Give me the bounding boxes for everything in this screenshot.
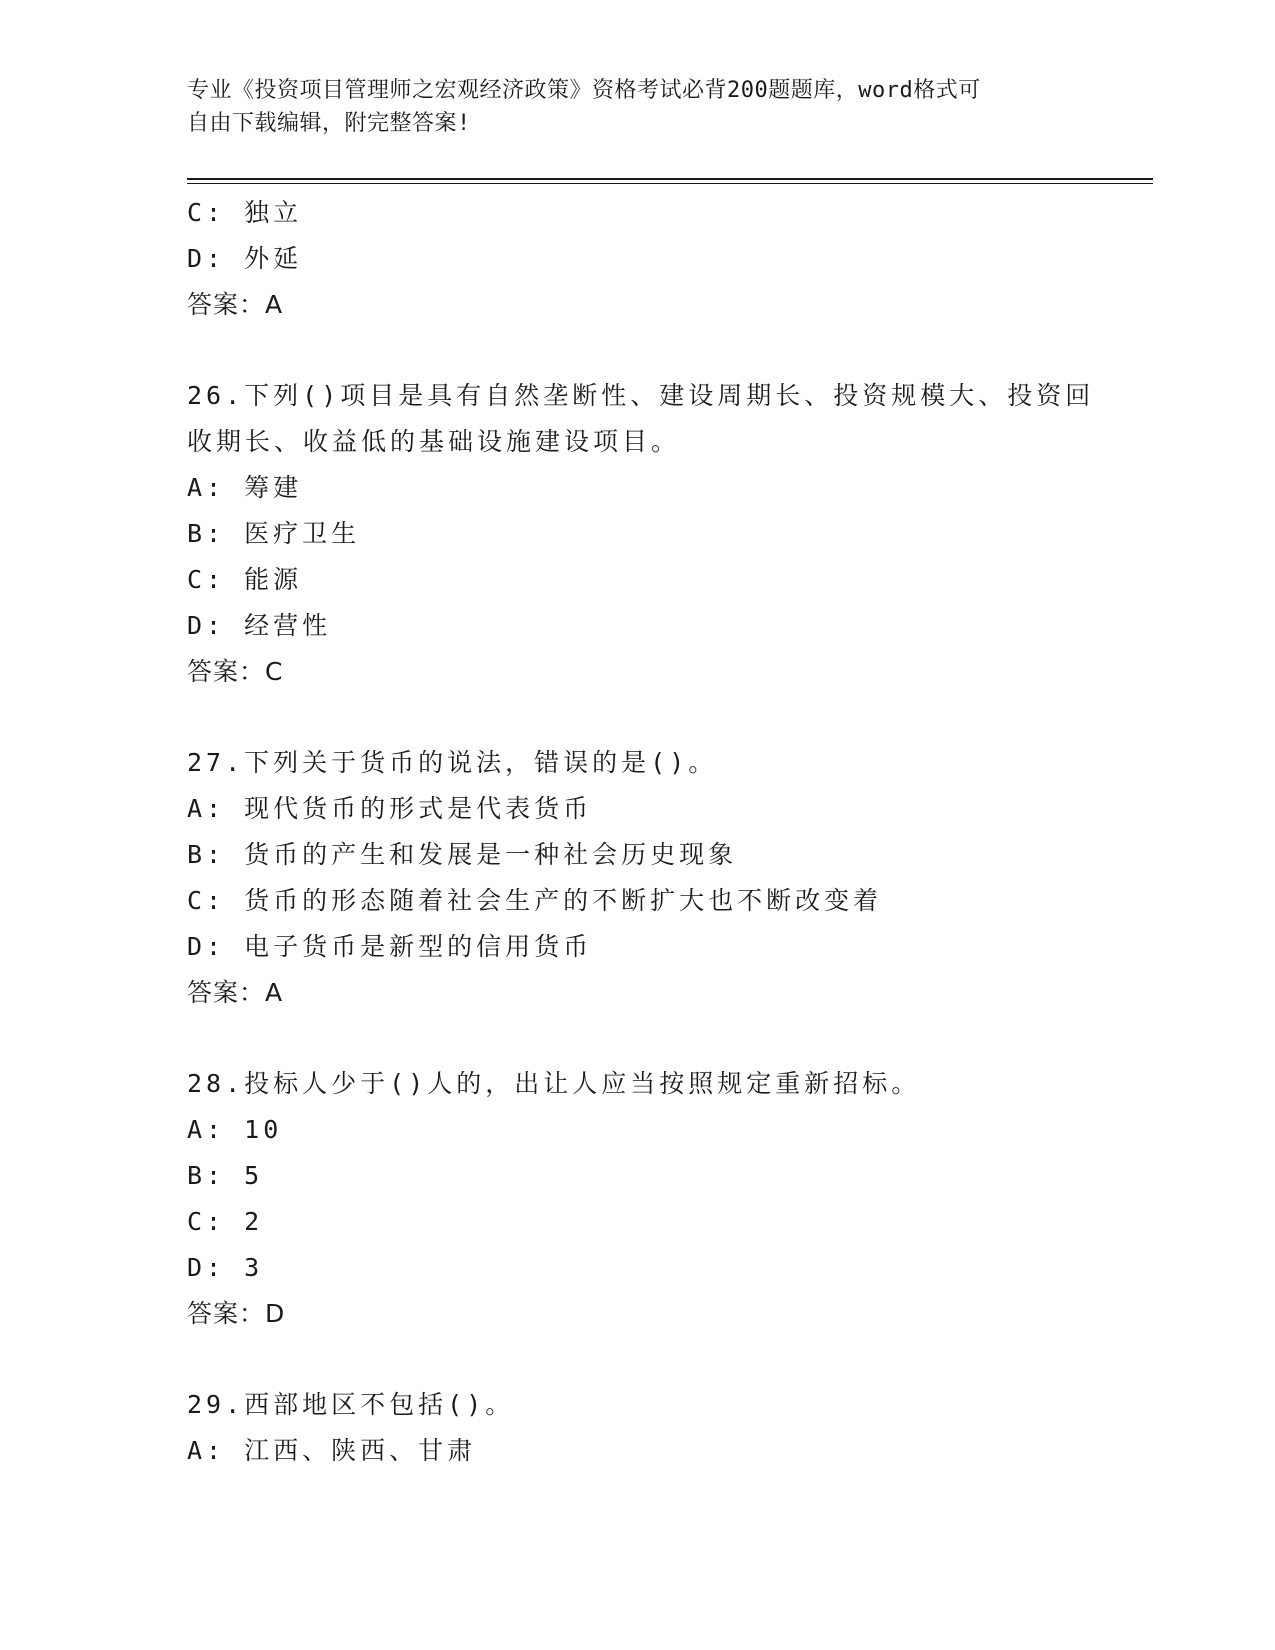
question-block-28 — [187, 1061, 1087, 1337]
question-list — [187, 190, 1095, 1474]
option-line: C: 能源 — [187, 565, 303, 594]
option-line: D: 外延 — [187, 244, 303, 273]
option-line: A: 10 — [187, 1115, 283, 1144]
document-header — [187, 74, 1087, 140]
option-line: D: 3 — [187, 1253, 264, 1282]
option-line: A: 现代货币的形式是代表货币 — [187, 794, 593, 823]
option-line: C: 独立 — [187, 198, 303, 227]
answer-line: 答案：D — [187, 1299, 286, 1328]
option-line: B: 货币的产生和发展是一种社会历史现象 — [187, 840, 738, 869]
header-line-2: 自由下载编辑，附完整答案! — [187, 111, 471, 136]
question-block-27 — [187, 740, 1087, 1016]
option-line: A: 筹建 — [187, 473, 303, 502]
question-block-29 — [187, 1382, 1087, 1474]
question-stem: 28.投标人少于()人的，出让人应当按照规定重新招标。 — [187, 1069, 921, 1098]
header-divider-thick — [187, 178, 1153, 180]
spacer — [187, 1337, 1087, 1382]
option-line: B: 5 — [187, 1161, 264, 1190]
option-line: D: 经营性 — [187, 611, 332, 640]
answer-line: 答案：A — [187, 290, 284, 319]
question-stem: 27.下列关于货币的说法，错误的是()。 — [187, 748, 718, 777]
question-stem: 29.西部地区不包括()。 — [187, 1390, 515, 1419]
option-line: A: 江西、陕西、甘肃 — [187, 1436, 477, 1465]
answer-line: 答案：C — [187, 657, 284, 686]
question-stem: 收期长、收益低的基础设施建设项目。 — [187, 427, 681, 456]
question-stem: 26.下列()项目是具有自然垄断性、建设周期长、投资规模大、投资回 — [187, 381, 1095, 410]
spacer — [187, 695, 1087, 740]
option-line: D: 电子货币是新型的信用货币 — [187, 932, 593, 961]
spacer — [187, 1016, 1087, 1061]
question-block-26 — [187, 373, 1095, 695]
option-line: C: 货币的形态随着社会生产的不断扩大也不断改变着 — [187, 886, 883, 915]
answer-line: 答案：A — [187, 978, 284, 1007]
option-line: C: 2 — [187, 1207, 264, 1236]
option-line: B: 医疗卫生 — [187, 519, 361, 548]
header-line-1: 专业《投资项目管理师之宏观经济政策》资格考试必背200题题库，word格式可 — [187, 78, 981, 103]
spacer — [187, 328, 1087, 373]
header-divider-thin — [187, 183, 1153, 184]
question-block-prev — [187, 190, 1087, 328]
